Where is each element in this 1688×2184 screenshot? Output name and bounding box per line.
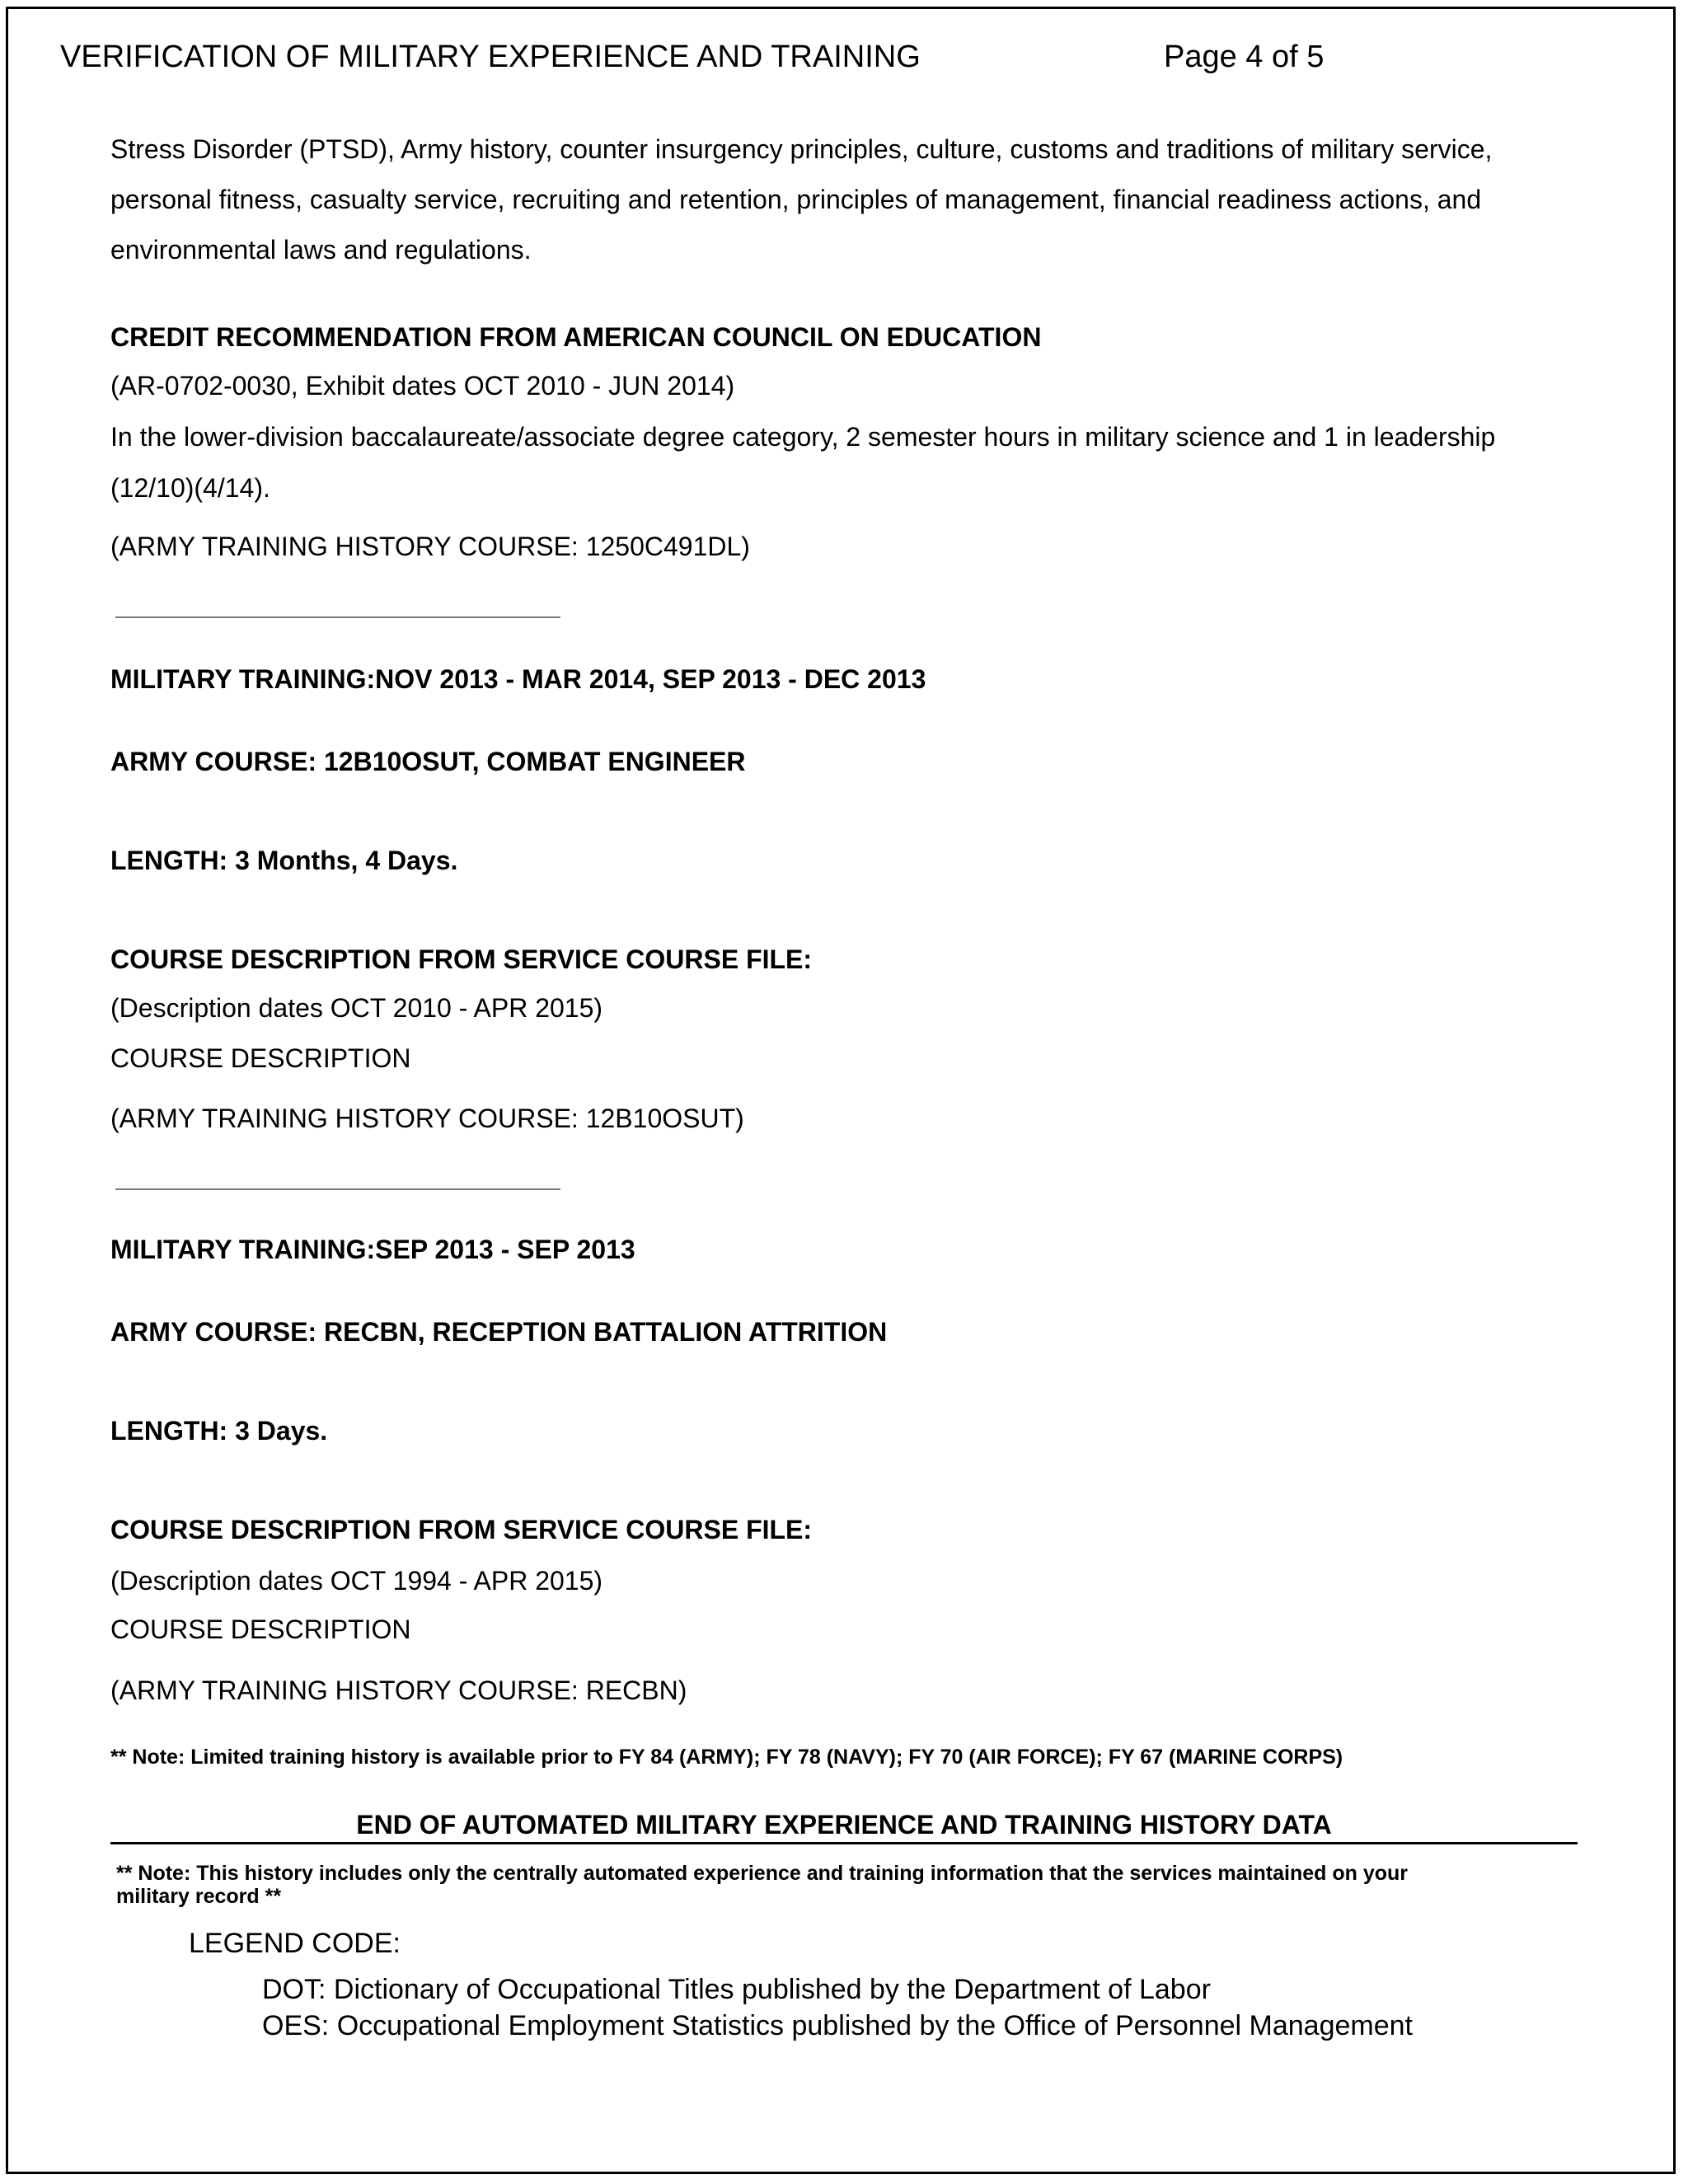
army-course: ARMY COURSE: RECBN, RECEPTION BATTALION ATTRITION (110, 1317, 888, 1347)
intro-line-1: Stress Disorder (PTSD), Army history, counter insurgency principles, culture, customs and traditions of military service, (110, 134, 1493, 164)
credit-line-2: (12/10)(4/14). (110, 473, 270, 503)
document-title: VERIFICATION OF MILITARY EXPERIENCE AND TRAINING (60, 40, 921, 74)
legend-oes: OES: Occupational Employment Statistics published by the Office of Personnel Management (262, 2010, 1413, 2041)
limited-history-note: ** Note: Limited training history is available prior to FY 84 (ARMY); FY 78 (NAVY); FY 70 (AIR FORCE); FY 67 (MARINE CORPS) (110, 1746, 1343, 1769)
section-divider (115, 1188, 560, 1190)
training-history-course: (ARMY TRAINING HISTORY COURSE: RECBN) (110, 1675, 687, 1705)
intro-line-3: environmental laws and regulations. (110, 235, 532, 265)
credit-heading: CREDIT RECOMMENDATION FROM AMERICAN COUNCIL ON EDUCATION (110, 322, 1042, 352)
course-length: LENGTH: 3 Months, 4 Days. (110, 846, 458, 875)
training-dates: MILITARY TRAINING:SEP 2013 - SEP 2013 (110, 1235, 635, 1264)
credit-history-course: (ARMY TRAINING HISTORY COURSE: 1250C491DL) (110, 532, 750, 561)
course-description-heading: COURSE DESCRIPTION FROM SERVICE COURSE FILE: (110, 944, 813, 974)
training-dates: MILITARY TRAINING:NOV 2013 - MAR 2014, SEP 2013 - DEC 2013 (110, 664, 926, 694)
credit-line-1: In the lower-division baccalaureate/associate degree category, 2 semester hours in military science and 1 in leadership (110, 422, 1496, 452)
section-divider (115, 616, 560, 618)
page-number: Page 4 of 5 (1164, 40, 1325, 74)
history-note (116, 1862, 1567, 1908)
legend-title: LEGEND CODE: (189, 1928, 401, 1959)
course-length: LENGTH: 3 Days. (110, 1416, 328, 1446)
training-history-course: (ARMY TRAINING HISTORY COURSE: 12B10OSUT) (110, 1104, 744, 1133)
history-note-line-1: ** Note: This history includes only the centrally automated experience and training information that the services maintained on your (116, 1862, 1408, 1885)
description-dates: (Description dates OCT 2010 - APR 2015) (110, 993, 603, 1023)
end-of-data-banner: END OF AUTOMATED MILITARY EXPERIENCE AND TRAINING HISTORY DATA (110, 1807, 1578, 1844)
course-description: COURSE DESCRIPTION (110, 1615, 411, 1644)
credit-exhibit: (AR-0702-0030, Exhibit dates OCT 2010 - JUN 2014) (110, 371, 735, 401)
description-dates: (Description dates OCT 1994 - APR 2015) (110, 1566, 603, 1596)
army-course: ARMY COURSE: 12B10OSUT, COMBAT ENGINEER (110, 747, 746, 776)
history-note-line-2: military record ** (116, 1885, 282, 1908)
course-description: COURSE DESCRIPTION (110, 1043, 411, 1073)
course-description-heading: COURSE DESCRIPTION FROM SERVICE COURSE FILE: (110, 1515, 813, 1544)
legend-dot: DOT: Dictionary of Occupational Titles published by the Department of Labor (262, 1974, 1211, 2005)
intro-line-2: personal fitness, casualty service, recruiting and retention, principles of management, financial readiness actions, and (110, 185, 1482, 214)
